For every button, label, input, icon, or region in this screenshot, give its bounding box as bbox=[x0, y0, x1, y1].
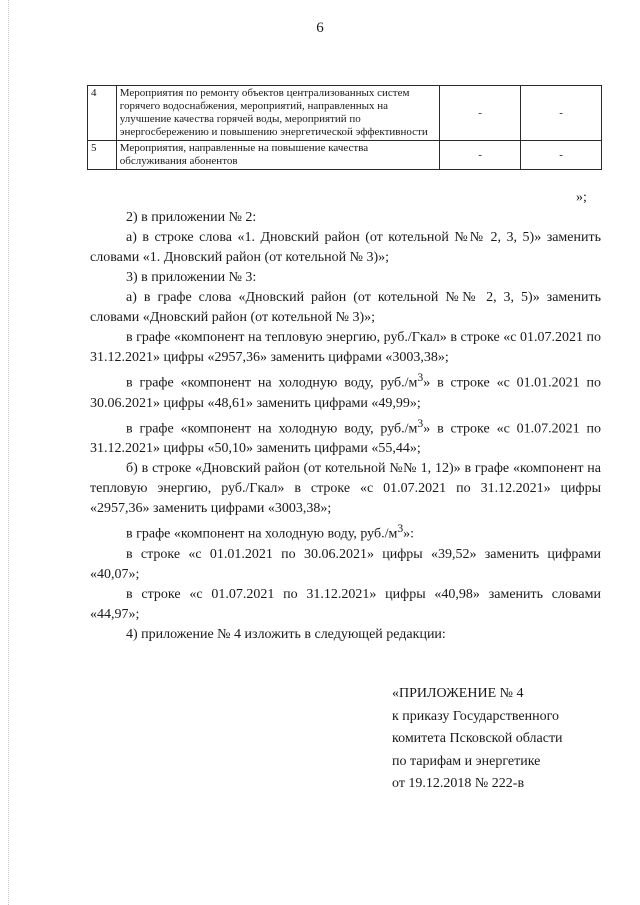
paragraph: 2) в приложении № 2: bbox=[126, 210, 257, 225]
appendix-line: комитета Псковской области bbox=[392, 731, 563, 746]
superscript: 3 bbox=[397, 522, 404, 536]
appendix-line: «ПРИЛОЖЕНИЕ № 4 bbox=[392, 686, 524, 701]
paragraph bbox=[90, 414, 601, 460]
superscript: 3 bbox=[417, 371, 424, 384]
page-number: 6 bbox=[316, 20, 324, 36]
paragraph: 4) приложение № 4 изложить в следующей редакции: bbox=[126, 626, 446, 642]
superscript: 3 bbox=[417, 416, 424, 430]
row-number: 5 bbox=[88, 141, 117, 170]
paragraph-text: » в строке «с 01.01.2021 по 30.06.2021» цифры «48,61» заменить цифрами «49,99»; bbox=[90, 375, 601, 411]
appendix-line: по тарифам и энергетике bbox=[392, 753, 541, 769]
paragraph: в графе «компонент на тепловую энергию, руб./Гкал» в строке «с 01.07.2021 по 31.12.2021» цифры «2957,36» заменить цифрами «3003,38»; bbox=[90, 330, 601, 365]
row-value: - bbox=[521, 141, 602, 170]
appendix-line: к приказу Государственного bbox=[392, 708, 559, 724]
paragraph: б) в строке «Дновский район (от котельной №№ 1, 12)» в графе «компонент на тепловую энергию, руб./Гкал» в строке «с 01.07.2021 по 31.12.2021» цифры «2957,36» заменить цифрами «3003,38»; bbox=[90, 461, 601, 517]
row-text: Мероприятия по ремонту объектов централизованных систем горячего водоснабжения, мероприятий, направленных на улучшение качества горячей воды, мероприятий по энергосбережению и повышению энергетической эффективности bbox=[116, 86, 439, 141]
paragraph-text: в графе «компонент на холодную воду, руб./м bbox=[126, 421, 418, 437]
amendments-text bbox=[90, 208, 601, 645]
paragraph-text: »: bbox=[403, 526, 415, 542]
table-row bbox=[88, 141, 602, 170]
paragraph-text: в графе «компонент на холодную воду, руб./м bbox=[126, 526, 398, 542]
scan-edge bbox=[0, 0, 9, 905]
paragraph bbox=[90, 519, 601, 545]
paragraph: в строке «с 01.01.2021 по 30.06.2021» цифры «39,52» заменить цифрами «40,07»; bbox=[90, 546, 601, 582]
paragraph: а) в графе слова «Дновский район (от котельной №№ 2, 3, 5)» заменить словами «Дновский район (от котельной № 3)»; bbox=[90, 290, 601, 325]
row-value: - bbox=[440, 141, 521, 170]
paragraph: в строке «с 01.07.2021 по 31.12.2021» цифры «40,98» заменить словами «44,97»; bbox=[90, 586, 601, 622]
row-text: Мероприятия, направленные на повышение качества обслуживания абонентов bbox=[116, 141, 439, 170]
paragraph-text: » в строке «с 01.07.2021 по 31.12.2021» цифры «50,10» заменить цифрами «55,44»; bbox=[90, 421, 601, 457]
appendix-line: от 19.12.2018 № 222-в bbox=[392, 776, 525, 791]
row-number: 4 bbox=[88, 86, 117, 141]
measures-table bbox=[87, 85, 602, 170]
paragraph-text: в графе «компонент на холодную воду, руб./м bbox=[126, 375, 418, 391]
closing-quote: »; bbox=[576, 190, 587, 205]
row-value: - bbox=[440, 86, 521, 141]
paragraph bbox=[90, 368, 601, 414]
table-row bbox=[88, 86, 602, 141]
appendix-heading bbox=[392, 683, 563, 796]
paragraph: 3) в приложении № 3: bbox=[126, 270, 257, 285]
row-value: - bbox=[521, 86, 602, 141]
paragraph: а) в строке слова «1. Дновский район (от котельной №№ 2, 3, 5)» заменить словами «1. Дновский район (от котельной № 3)»; bbox=[90, 230, 601, 265]
